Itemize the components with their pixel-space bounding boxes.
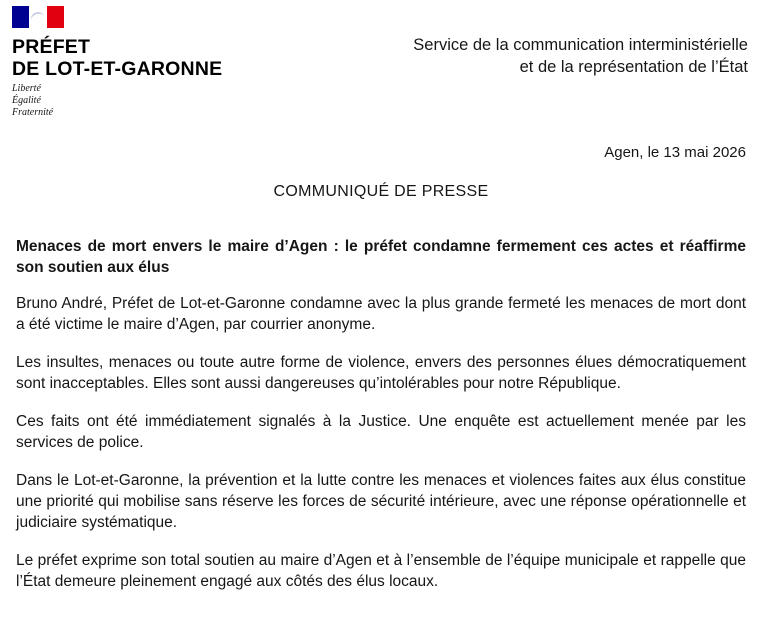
marianne-flag-icon — [12, 6, 64, 28]
service-name — [413, 34, 748, 78]
paragraph-3: Ces faits ont été immédiatement signalés à la Justice. Une enquête est actuellement menée par les services de police. — [16, 413, 746, 451]
devise-fraternite: Fraternité — [12, 107, 54, 118]
press-release-body — [16, 236, 746, 609]
service-line-2: et de la représentation de l’État — [519, 58, 748, 76]
press-release-title: Menaces de mort envers le maire d’Agen : le préfet condamne fermement ces actes et réaffirme son soutien aux élus — [16, 238, 746, 276]
paragraph-5: Le préfet exprime son total soutien au maire d’Agen et à l’ensemble de l’équipe municipale et rappelle que l’État demeure pleinement engagé aux côtés des élus locaux. — [16, 552, 746, 590]
paragraph-2: Les insultes, menaces ou toute autre forme de violence, envers des personnes élues démocratiquement sont inacceptables. Elles sont aussi dangereuses qu’intolérables pour notre République. — [16, 354, 746, 392]
prefet-title-line1: PRÉFET — [12, 36, 91, 58]
devise — [12, 83, 252, 119]
devise-egalite: Égalité — [12, 95, 41, 106]
service-line-1: Service de la communication interministérielle — [413, 36, 748, 54]
press-date: Agen, le 13 mai 2026 — [604, 144, 746, 161]
paragraph-1: Bruno André, Préfet de Lot-et-Garonne condamne avec la plus grande fermeté les menaces de mort dont a été victime le maire d’Agen, par courrier anonyme. — [16, 295, 746, 333]
paragraph-4: Dans le Lot-et-Garonne, la prévention et la lutte contre les menaces et violences faites aux élus constitue une priorité qui mobilise sans réserve les forces de sécurité intérieure, avec une réponse opérationnelle et judiciaire systématique. — [16, 472, 746, 531]
prefecture-logo — [12, 6, 252, 119]
devise-liberte: Liberté — [12, 83, 41, 94]
press-release-heading: COMMUNIQUÉ DE PRESSE — [273, 183, 489, 200]
prefet-title-line2: DE LOT-ET-GARONNE — [12, 58, 223, 80]
